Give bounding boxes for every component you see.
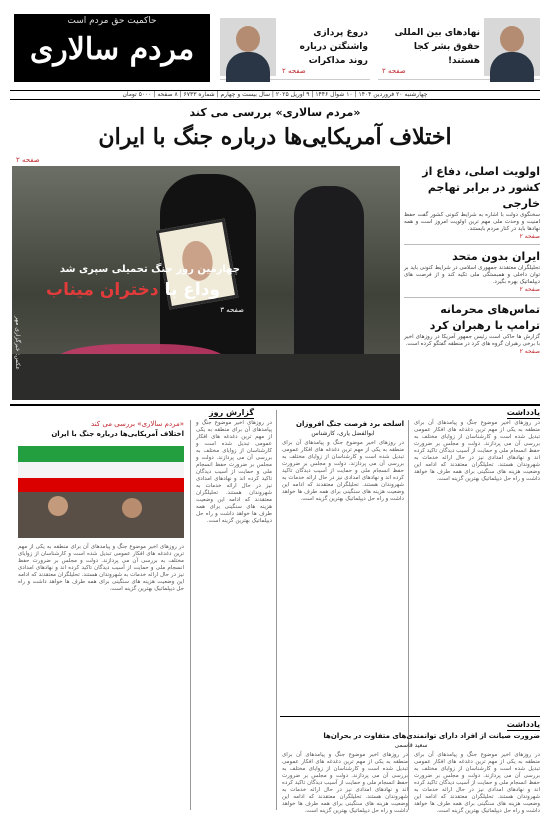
right-story-1-title: اولویت اصلی، دفاع از کشور در برابر تهاجم خارجی (422, 165, 540, 210)
right-story-1-page: صفحه ۲ (519, 233, 540, 240)
right-column (404, 164, 540, 400)
photo-credit: عکس: خبرگزاری مهر (14, 316, 21, 370)
lead-page-ref: صفحه ۲ (16, 156, 40, 164)
photo-caption-big-b: دختران میناب (46, 280, 159, 300)
right-story-2-title: ایران بدون متحد (452, 250, 540, 263)
report-body: در روزهای اخیر موضوع جنگ و پیامدهای آن برای منطقه به یکی از مهم ترین دغدغه های افکار عمومی تبدیل شده است و کارشناسان از زوایای مختلف به بررسی آن می پردازند. دولت و مجلس بر ضرورت حفظ انسجام ملی و حمایت از آسیب دیدگان تاکید کرده اند و نهادهای امدادی نیز در حال ارائه خدمات به شهروندان هستند. تحلیلگران معتقدند که ادامه این وضعیت هزینه های سنگینی برای همه طرف ها خواهد داشت و راه حل دیپلماتیک بهترین گزینه است. (18, 544, 184, 592)
bottom-article-body-2: در روزهای اخیر موضوع جنگ و پیامدهای آن برای منطقه به یکی از مهم ترین دغدغه های افکار عمومی تبدیل شده است و کارشناسان از زوایای مختلف به بررسی آن می پردازند. دولت و مجلس بر ضرورت حفظ انسجام ملی و حمایت از آسیب دیدگان تاکید کرده اند و نهادهای امدادی نیز در حال ارائه خدمات به شهروندان هستند. تحلیلگران معتقدند که ادامه این وضعیت هزینه های سنگینی برای همه طرف ها خواهد داشت و راه حل دیپلماتیک بهترین گزینه است. (414, 752, 540, 814)
section-note-header: یادداشت (506, 408, 540, 417)
right-story-2[interactable] (404, 249, 540, 293)
teaser-right[interactable] (378, 18, 540, 80)
photo-caption-big (46, 280, 220, 300)
teaser-left[interactable] (220, 18, 370, 80)
logo-name: مردم سالاری (29, 32, 195, 67)
teaser-left-page: صفحه ۲ (282, 67, 306, 75)
teaser-right-photo (484, 18, 540, 76)
teaser-left-title: دروغ پردازی واشنگتن درباره روند مذاکرات (299, 28, 368, 66)
right-story-3[interactable] (404, 302, 540, 355)
right-story-3-page: صفحه ۲ (519, 348, 540, 355)
lead-headline[interactable]: اختلاف آمریکایی‌ها درباره جنگ با ایران (98, 124, 452, 150)
photo-caption-page: صفحه ۳ (220, 306, 244, 314)
right-story-3-body: گزارش ها حاکی است رئیس جمهور آمریکا در روزهای اخیر با برخی رهبران گروه های کرد در منطقه گفتگو کرده است. (404, 334, 540, 347)
section-divider (10, 404, 540, 406)
report-photo[interactable] (18, 446, 184, 538)
masthead (0, 12, 550, 88)
report-body-col2: در روزهای اخیر موضوع جنگ و پیامدهای آن برای منطقه به یکی از مهم ترین دغدغه های افکار عمومی تبدیل شده است و کارشناسان از زوایای مختلف به بررسی آن می پردازند. دولت و مجلس بر ضرورت حفظ انسجام ملی و حمایت از آسیب دیدگان تاکید کرده اند و نهادهای امدادی نیز در حال ارائه خدمات به شهروندان هستند. تحلیلگران معتقدند که ادامه این وضعیت هزینه های سنگینی برای همه طرف ها خواهد داشت و راه حل دیپلماتیک بهترین گزینه است. (196, 420, 272, 524)
bottom-article-title[interactable]: ضرورت صیانت از افراد دارای توانمندی‌های متفاوت در بحران‌ها (323, 732, 540, 740)
report-kicker: «مردم سالاری» بررسی می کند (91, 420, 184, 428)
section-report-header: گزارش روز (209, 408, 254, 417)
center-article-title[interactable]: اسلحه برد فرصت جنگ افروزان (295, 420, 404, 428)
section-note2-header: یادداشت (506, 720, 540, 729)
lead-kicker: «مردم سالاری» بررسی می کند (189, 106, 361, 119)
photo-caption-big-a: وداع با (164, 280, 220, 300)
center-article-body: در روزهای اخیر موضوع جنگ و پیامدهای آن برای منطقه به یکی از مهم ترین دغدغه های افکار عمومی تبدیل شده است و کارشناسان از زوایای مختلف به بررسی آن می پردازند. دولت و مجلس بر ضرورت حفظ انسجام ملی و حمایت از آسیب دیدگان تاکید کرده اند و نهادهای امدادی نیز در حال ارائه خدمات به شهروندان هستند. تحلیلگران معتقدند که ادامه این وضعیت هزینه های سنگینی برای همه طرف ها خواهد داشت و راه حل دیپلماتیک بهترین گزینه است. (282, 440, 404, 502)
bottom-article-byline: سعید قاسمی (394, 742, 428, 749)
teaser-right-page: صفحه ۲ (382, 67, 406, 75)
issue-info-bar: چهارشنبه ۲۰ فروردین ۱۴۰۴ | ۱۰ شوال ۱۴۴۶ | ۹ آوریل ۲۰۲۵ | سال بیست و چهارم | شماره ۶۷۳۳ | ۸ صفحه | ۵۰۰۰ تومان (10, 90, 540, 100)
teaser-left-photo (220, 18, 276, 76)
newspaper-logo (14, 14, 210, 82)
report-title[interactable]: اختلاف آمریکایی‌ها درباره جنگ با ایران (51, 430, 184, 438)
teaser-right-title: نهادهای بین المللی حقوق بشر کجا هستند! (394, 28, 480, 66)
right-story-1[interactable] (404, 164, 540, 240)
logo-slogan: حاکمیت حق مردم است (67, 16, 157, 26)
photo-caption-small: چهارمین روز جنگ تحمیلی سپری شد (59, 264, 240, 275)
right-story-3-title: تماس‌های محرمانه ترامپ با رهبران کرد (429, 303, 540, 332)
note-body: در روزهای اخیر موضوع جنگ و پیامدهای آن برای منطقه به یکی از مهم ترین دغدغه های افکار عمومی تبدیل شده است و کارشناسان از زوایای مختلف به بررسی آن می پردازند. دولت و مجلس بر ضرورت حفظ انسجام ملی و حمایت از آسیب دیدگان تاکید کرده اند و نهادهای امدادی نیز در حال ارائه خدمات به شهروندان هستند. تحلیلگران معتقدند که ادامه این وضعیت هزینه های سنگینی برای همه طرف ها خواهد داشت و راه حل دیپلماتیک بهترین گزینه است. (414, 420, 540, 482)
right-story-1-body: سخنگوی دولت با اشاره به شرایط کنونی کشور گفت حفظ امنیت و وحدت ملی مهم ترین اولویت امروز است و همه نهادها باید در کنار مردم بایستند. (404, 212, 540, 232)
main-photo[interactable] (12, 166, 400, 400)
bottom-divider (280, 716, 540, 717)
center-article-byline: ابوالفضل یاری، کارشناس (311, 430, 375, 437)
right-story-2-page: صفحه ۲ (519, 286, 540, 293)
bottom-article-body-1: در روزهای اخیر موضوع جنگ و پیامدهای آن برای منطقه به یکی از مهم ترین دغدغه های افکار عمومی تبدیل شده است و کارشناسان از زوایای مختلف به بررسی آن می پردازند. دولت و مجلس بر ضرورت حفظ انسجام ملی و حمایت از آسیب دیدگان تاکید کرده اند و نهادهای امدادی نیز در حال ارائه خدمات به شهروندان هستند. تحلیلگران معتقدند که ادامه این وضعیت هزینه های سنگینی برای همه طرف ها خواهد داشت و راه حل دیپلماتیک بهترین گزینه است. (282, 752, 408, 814)
right-story-2-body: تحلیلگران معتقدند جمهوری اسلامی در شرایط کنونی باید بر توان داخلی و همبستگی ملی تکیه کند و از فرصت های دیپلماتیک بهره بگیرد. (404, 265, 540, 285)
